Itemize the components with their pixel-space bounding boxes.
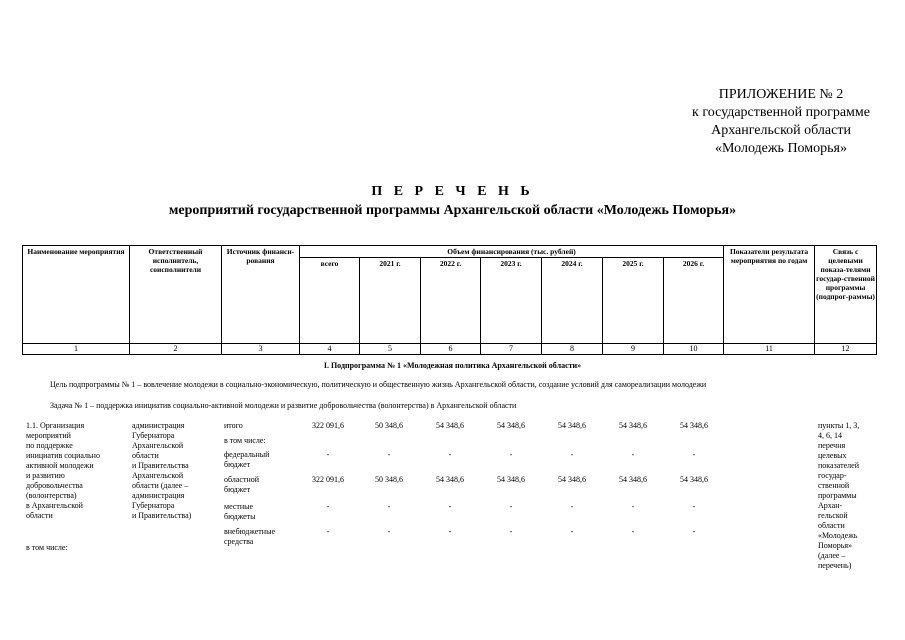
- header-total: всего: [300, 258, 360, 344]
- measure-name-line: активной молодежи: [26, 461, 94, 470]
- header-year: 2024 г.: [542, 258, 603, 344]
- column-number: 4: [300, 344, 360, 355]
- value-cell: -: [387, 527, 391, 536]
- header-link: Связь с целевыми показа-телями государ-ственной программы (подпрог-раммы): [815, 246, 877, 344]
- value-cell: -: [692, 450, 696, 459]
- measure-name-line: и развитию: [26, 471, 65, 480]
- link-line: перечень): [818, 561, 852, 570]
- value-cell: 54 348,6: [619, 421, 647, 430]
- value-cell: 54 348,6: [619, 475, 647, 484]
- executor-line: и Правительства: [132, 461, 189, 470]
- task-text: Задача № 1 – поддержка инициатив социально-активной молодежи и развитие добровольчества (волонтерства) в Архангельской области: [50, 401, 517, 410]
- value-cell: -: [692, 527, 696, 536]
- value-cell: 50 348,6: [375, 421, 403, 430]
- source-label: областной бюджет: [224, 475, 260, 494]
- column-number: 7: [481, 344, 542, 355]
- value-cell: -: [326, 450, 330, 459]
- link-line: показателей: [818, 461, 859, 470]
- value-cell: -: [326, 502, 330, 511]
- link-line: пункты 1, 3,: [818, 421, 860, 430]
- executor-line: Губернатора: [132, 501, 175, 510]
- header-year: 2022 г.: [421, 258, 481, 344]
- document-subtitle: мероприятий государственной программы Архангельской области «Молодежь Поморья»: [168, 203, 737, 218]
- value-cell: -: [692, 502, 696, 511]
- header-name: Наименование мероприятия: [23, 246, 130, 344]
- value-cell: -: [570, 527, 574, 536]
- value-cell: 54 348,6: [436, 421, 464, 430]
- column-number: 12: [815, 344, 877, 355]
- executor-line: Архангельской: [132, 441, 184, 450]
- executor-line: Архангельской: [132, 471, 184, 480]
- header-year: 2021 г.: [360, 258, 421, 344]
- link-line: области: [818, 521, 845, 530]
- executor-line: администрация: [132, 491, 185, 500]
- value-cell: -: [387, 502, 391, 511]
- measure-name-line: области: [26, 511, 53, 520]
- value-cell: 54 348,6: [558, 421, 586, 430]
- value-cell: -: [509, 502, 513, 511]
- column-number: 2: [130, 344, 222, 355]
- value-cell: -: [509, 450, 513, 459]
- header-executor: Ответственный исполнитель, соисполнители: [130, 246, 222, 344]
- measure-including: в том числе:: [26, 543, 68, 552]
- header-funding: Объем финансирования (тыс. рублей): [300, 246, 724, 258]
- column-number: 11: [724, 344, 815, 355]
- link-line: государ-: [818, 471, 847, 480]
- column-number: 9: [603, 344, 664, 355]
- link-line: «Молодежь: [818, 531, 858, 540]
- source-label: внебюджетные средства: [224, 527, 275, 546]
- column-number: 3: [222, 344, 300, 355]
- value-cell: -: [631, 502, 635, 511]
- value-cell: 54 348,6: [497, 475, 525, 484]
- value-cell: -: [570, 450, 574, 459]
- measure-name-line: по поддержке: [26, 441, 73, 450]
- header-table: [22, 245, 877, 355]
- executor-line: Губернатора: [132, 431, 175, 440]
- measure-name: [26, 421, 100, 521]
- appendix-line: к государственной программе: [692, 105, 870, 120]
- measure-executor: [132, 421, 191, 521]
- value-cell: 322 091,6: [312, 475, 344, 484]
- value-cell: -: [509, 527, 513, 536]
- value-cell: -: [631, 527, 635, 536]
- value-cell: -: [326, 527, 330, 536]
- appendix-block: [692, 86, 870, 158]
- header-year: 2026 г.: [664, 258, 724, 344]
- header-indicators: Показатели результата мероприятия по годам: [724, 246, 815, 344]
- section-title: I. Подпрограмма № 1 «Молодежная политика Архангельской области»: [323, 361, 582, 370]
- source-label: в том числе:: [224, 436, 266, 445]
- header-year: 2025 г.: [603, 258, 664, 344]
- appendix-line: «Молодежь Поморья»: [715, 141, 847, 156]
- goal-text: Цель подпрограммы № 1 – вовлечение молодежи в социально-экономическую, политическую и общественную жизнь Архангельской области, создание условий для самореализации молодежи: [50, 380, 707, 389]
- document-title: П Е Р Е Ч Е Н Ь: [371, 184, 534, 199]
- link-line: Архан-: [818, 501, 843, 510]
- value-cell: 50 348,6: [375, 475, 403, 484]
- link-line: 4, 6, 14: [818, 431, 842, 440]
- measure-name-line: добровольчества: [26, 481, 83, 490]
- header-source: Источник финанси-рования: [222, 246, 300, 344]
- value-cell: -: [448, 502, 452, 511]
- source-label: итого: [224, 421, 243, 430]
- link-line: гельской: [818, 511, 848, 520]
- column-number: 6: [421, 344, 481, 355]
- link-line: Поморья»: [818, 541, 853, 550]
- link-line: (далее –: [818, 551, 846, 560]
- column-number: 5: [360, 344, 421, 355]
- executor-line: администрация: [132, 421, 185, 430]
- value-cell: -: [570, 502, 574, 511]
- appendix-line: ПРИЛОЖЕНИЕ № 2: [718, 87, 844, 102]
- link-line: целевых: [818, 451, 847, 460]
- measure-name-line: 1.1. Организация: [26, 421, 85, 430]
- column-number: 8: [542, 344, 603, 355]
- link-line: программы: [818, 491, 857, 500]
- value-cell: 54 348,6: [558, 475, 586, 484]
- executor-line: и Правительства): [132, 511, 192, 520]
- measure-name-line: мероприятий: [26, 431, 71, 440]
- value-cell: -: [631, 450, 635, 459]
- source-label: федеральный бюджет: [224, 450, 270, 469]
- header-year: 2023 г.: [481, 258, 542, 344]
- measure-link: [818, 421, 859, 571]
- value-cell: -: [387, 450, 391, 459]
- link-line: перечня: [818, 441, 846, 450]
- measure-name-line: в Архангельской: [26, 501, 83, 510]
- value-cell: 54 348,6: [680, 421, 708, 430]
- link-line: ственной: [818, 481, 850, 490]
- value-cell: 54 348,6: [436, 475, 464, 484]
- value-cell: -: [448, 450, 452, 459]
- value-cell: -: [448, 527, 452, 536]
- value-cell: 322 091,6: [312, 421, 344, 430]
- column-number: 1: [23, 344, 130, 355]
- appendix-line: Архангельской области: [711, 123, 851, 138]
- measure-name-line: инициатив социально: [26, 451, 100, 460]
- measure-name-line: (волонтерства): [26, 491, 77, 500]
- value-cell: 54 348,6: [497, 421, 525, 430]
- executor-line: области: [132, 451, 159, 460]
- source-label: местные бюджеты: [224, 502, 256, 521]
- value-cell: 54 348,6: [680, 475, 708, 484]
- executor-line: области (далее –: [132, 481, 189, 490]
- column-number: 10: [664, 344, 724, 355]
